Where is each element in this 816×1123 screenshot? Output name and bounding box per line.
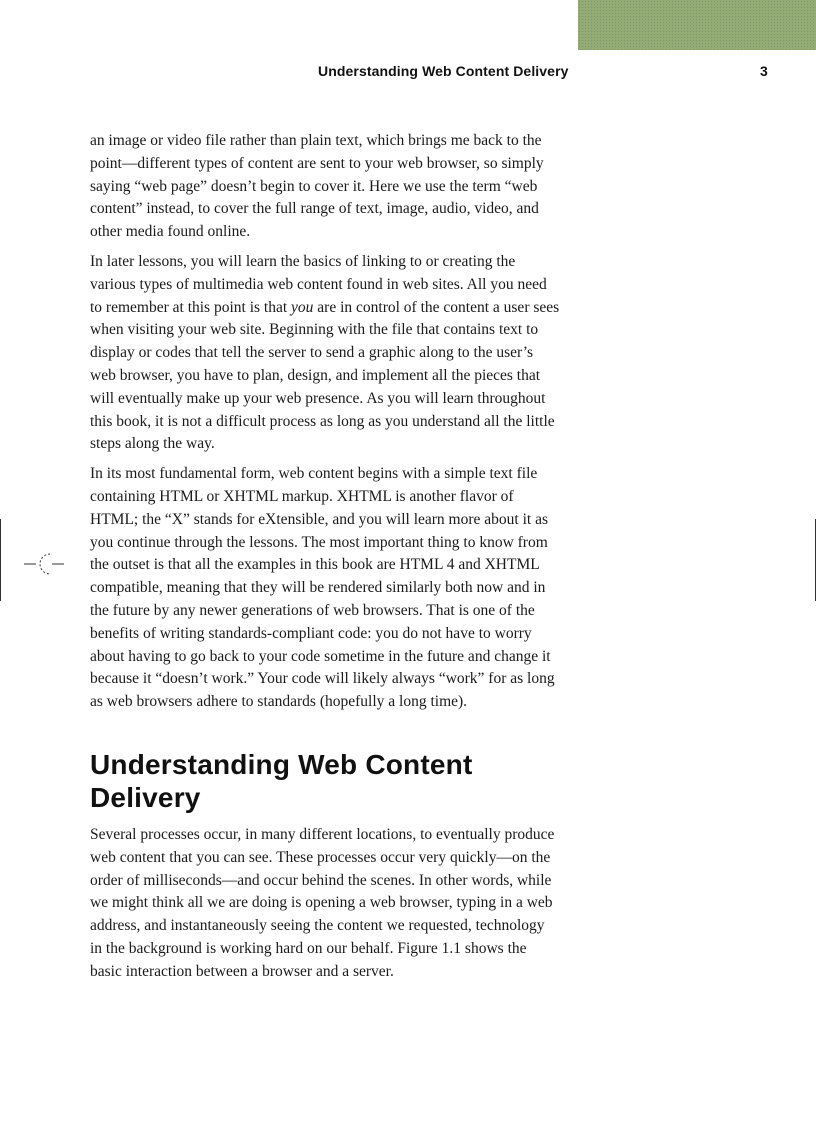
page-number: 3 (760, 63, 768, 79)
paragraph-4: Several processes occur, in many different locations, to eventually produce web content that you can see. These processes occur very quickly—on the order of milliseconds—and occur behind the scenes. In other words, while we might think all we are doing is opening a web browser, typing in a web address, and instantaneously seeing the content we requested, technology in the background is working hard on our behalf. Figure 1.1 shows the basic interaction between a browser and a server. (90, 825, 555, 980)
paragraph-2-start: In later lessons, you will learn the basics of linking to or creating the various types of multimedia web content found in web sites. All you need to remember at this point is that (90, 252, 547, 316)
paragraph-2-end: are in control of the content a user sees when visiting your web site. Beginning with the file that contains text to display or codes that tell the server to send a graphic along to the user’s web browser, you have to plan, design, and implement all the pieces that will eventually make up your web presence. As you will learn throughout this book, it is not a difficult process as long as you understand all the little steps along the way. (90, 298, 560, 453)
corner-color-block (578, 0, 816, 50)
paragraph-2-emphasis: you (291, 298, 314, 316)
page-content (90, 130, 560, 991)
running-header-title: Understanding Web Content Delivery (318, 63, 569, 79)
paragraph-2 (90, 251, 560, 456)
paragraph-1: an image or video file rather than plain text, which brings me back to the point—different types of content are sent to your web browser, so simply saying “web page” doesn’t begin to cover it. Here we use the term “web content” instead, to cover the full range of text, image, audio, video, and other media found online. (90, 132, 544, 241)
registration-mark-icon (22, 548, 66, 578)
left-crop-mark (0, 519, 1, 601)
section-heading: Understanding Web Content Delivery (90, 748, 473, 813)
paragraph-3: In its most fundamental form, web content begins with a simple text file containing HTML or XHTML markup. XHTML is another flavor of HTML; the “X” stands for eXtensible, and you will learn more about it as you continue through the lessons. The most important thing to know from the outset is that all the examples in this book are HTML 4 and XHTML compatible, meaning that they will be rendered similarly both now and in the future by any newer generations of web browsers. That is one of the benefits of writing standards-compliant code: you do not have to worry about having to go back to your code sometime in the future and change it because it “doesn’t work.” Your code will likely always “work” for as long as web browsers adhere to standards (hopefully a long time). (90, 465, 555, 711)
